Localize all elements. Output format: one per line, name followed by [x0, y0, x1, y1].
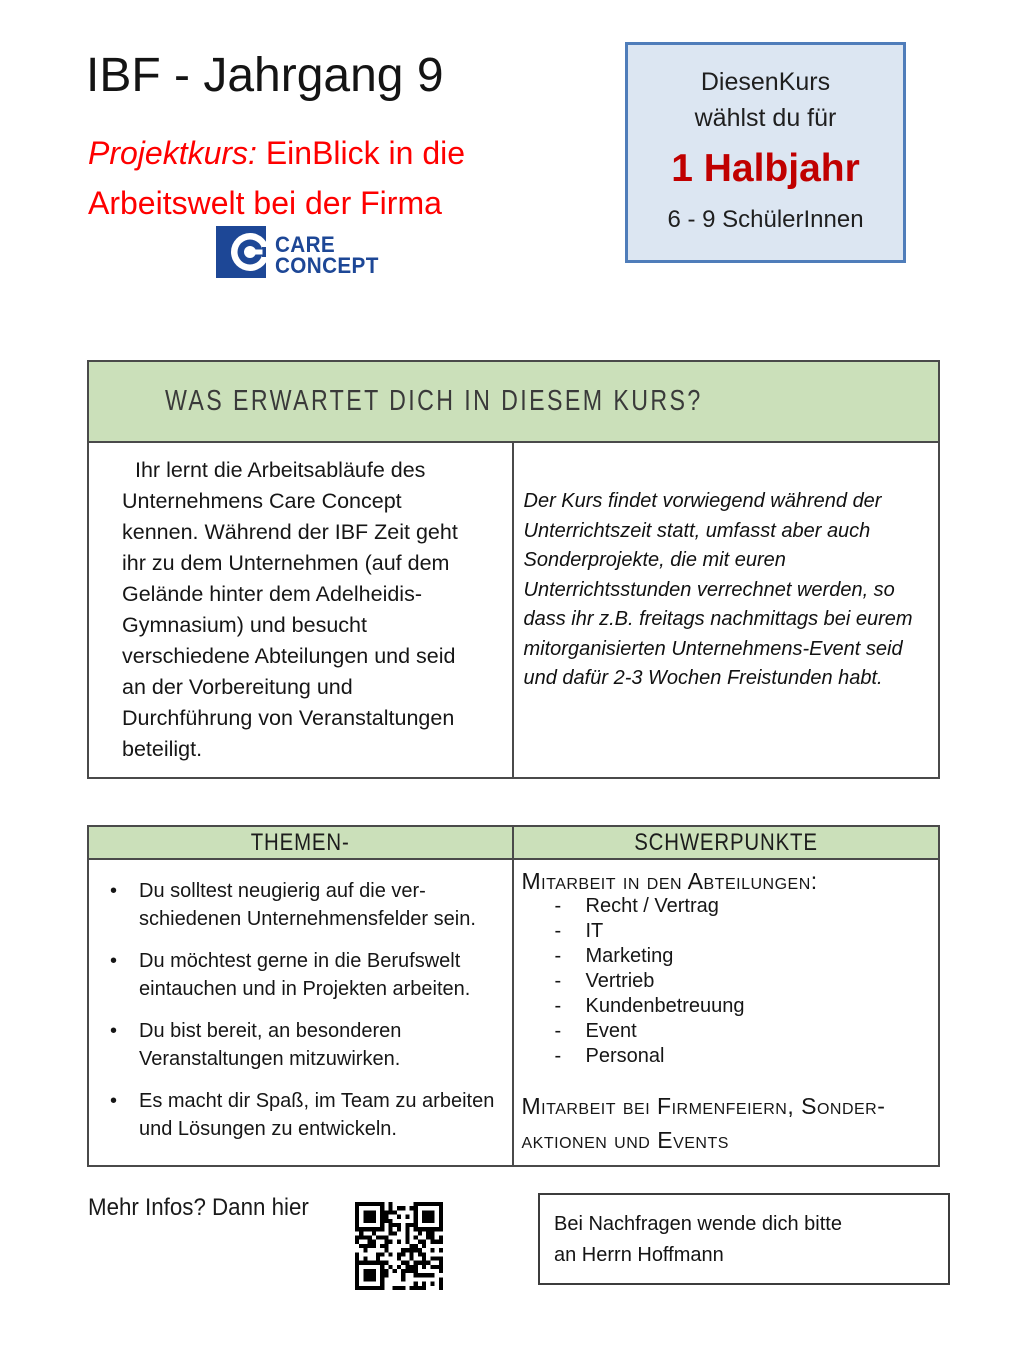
- section1-left-cell: [89, 443, 514, 777]
- section1-left-text: Ihr lernt die Arbeitsabläufe des Unternehmens Care Concept kennen. Während der IBF Zeit geht ihr zu dem Unternehmen (auf dem Gelände hinter dem Adelheidis-Gymnasium) und besucht verschiedene Abteilungen und seid an der Vorbereitung und Durchführung von Veranstaltungen beteiligt.: [122, 458, 458, 761]
- section1-header: [89, 362, 938, 443]
- section-themen-schwerpunkte: [87, 825, 940, 1167]
- list-item: • Du bist bereit, an besonderen Veranstaltungen mitzuwirken.: [89, 1017, 502, 1073]
- section1-header-text: WAS ERWARTET DICH IN DIESEM KURS?: [165, 385, 703, 417]
- departments-heading: Mitarbeit in den Abteilungen:: [521, 868, 818, 894]
- bullet-icon: •: [110, 880, 118, 902]
- dash-icon: -: [554, 1020, 562, 1042]
- list-item: - Event: [554, 1020, 637, 1042]
- list-item: - IT: [554, 920, 604, 942]
- logo-word-care: CARE: [275, 231, 336, 257]
- bullet-icon: •: [110, 1090, 118, 1112]
- dash-icon: -: [554, 1045, 562, 1067]
- choice-line1: DiesenKurs: [700, 68, 831, 96]
- bullet-icon: •: [110, 1020, 118, 1042]
- care-concept-logo: [216, 226, 385, 283]
- section2-header-right-text: SCHWERPUNKTE: [633, 828, 818, 856]
- course-choice-box: [625, 42, 906, 263]
- list-item: - Recht / Vertrag: [554, 895, 719, 917]
- list-item: • Du solltest neugierig auf die ver-schiedenen Unternehmensfelder sein.: [89, 877, 502, 933]
- dash-icon: -: [554, 995, 562, 1017]
- events-heading: Mitarbeit bei Firmenfeiern, Sonder-aktionen und Events: [521, 1093, 886, 1153]
- logo-wordmark: [275, 231, 379, 278]
- contact-line2: an Herrn Hoffmann: [554, 1244, 724, 1266]
- bullet-icon: •: [110, 950, 118, 972]
- subtitle-italic-part: Projektkurs:: [88, 135, 257, 171]
- list-item: • Es macht dir Spaß, im Team zu arbeiten und Lösungen zu entwickeln.: [89, 1087, 502, 1143]
- subtitle: [88, 128, 465, 228]
- section1-right-cell: [514, 443, 939, 777]
- section1-right-text: Der Kurs findet vorwiegend während der Unterrichtszeit statt, umfasst aber auch Sonderprojekte, die mit euren Unterrichtsstunden verrechnet werden, so dass ihr z.B. freitags nachmittags bei eurem mitorganisierten Unternehmens-Event seid und dafür 2-3 Wochen Freistunden habt.: [523, 490, 913, 689]
- choice-highlight: 1 Halbjahr: [671, 147, 860, 190]
- section2-header-left: [89, 827, 514, 858]
- care-concept-logo-icon: [216, 226, 266, 283]
- section-was-erwartet: [87, 360, 940, 779]
- list-item: - Vertrieb: [554, 970, 655, 992]
- dash-icon: -: [554, 945, 562, 967]
- dash-icon: -: [554, 920, 562, 942]
- choice-students: 6 - 9 SchülerInnen: [667, 206, 864, 233]
- page-title: IBF - Jahrgang 9: [86, 49, 444, 102]
- more-info-label: Mehr Infos? Dann hier: [88, 1194, 309, 1221]
- section2-header-left-text: THEMEN-: [250, 828, 350, 856]
- contact-box: [538, 1193, 950, 1285]
- list-item: - Marketing: [554, 945, 674, 967]
- choice-line2: wählst du für: [694, 104, 837, 132]
- list-item: - Kundenbetreuung: [554, 995, 745, 1017]
- section2-bullet-cell: [89, 860, 514, 1165]
- section1-body: [89, 443, 938, 777]
- subtitle-line2: Arbeitswelt bei der Firma: [88, 185, 442, 221]
- list-item: - Personal: [554, 1045, 665, 1067]
- logo-word-concept: CONCEPT: [275, 252, 379, 278]
- section2-header-right: [514, 827, 939, 858]
- section2-departments-cell: [514, 860, 939, 1165]
- qr-code: [355, 1202, 443, 1290]
- list-item: • Du möchtest gerne in die Berufswelt eintauchen und in Projekten arbeiten.: [89, 947, 502, 1003]
- section2-body: [89, 860, 938, 1165]
- dash-icon: -: [554, 895, 562, 917]
- subtitle-rest-part: EinBlick in die: [256, 135, 466, 171]
- section2-header-row: [89, 827, 938, 860]
- contact-line1: Bei Nachfragen wende dich bitte: [554, 1213, 842, 1235]
- dash-icon: -: [554, 970, 562, 992]
